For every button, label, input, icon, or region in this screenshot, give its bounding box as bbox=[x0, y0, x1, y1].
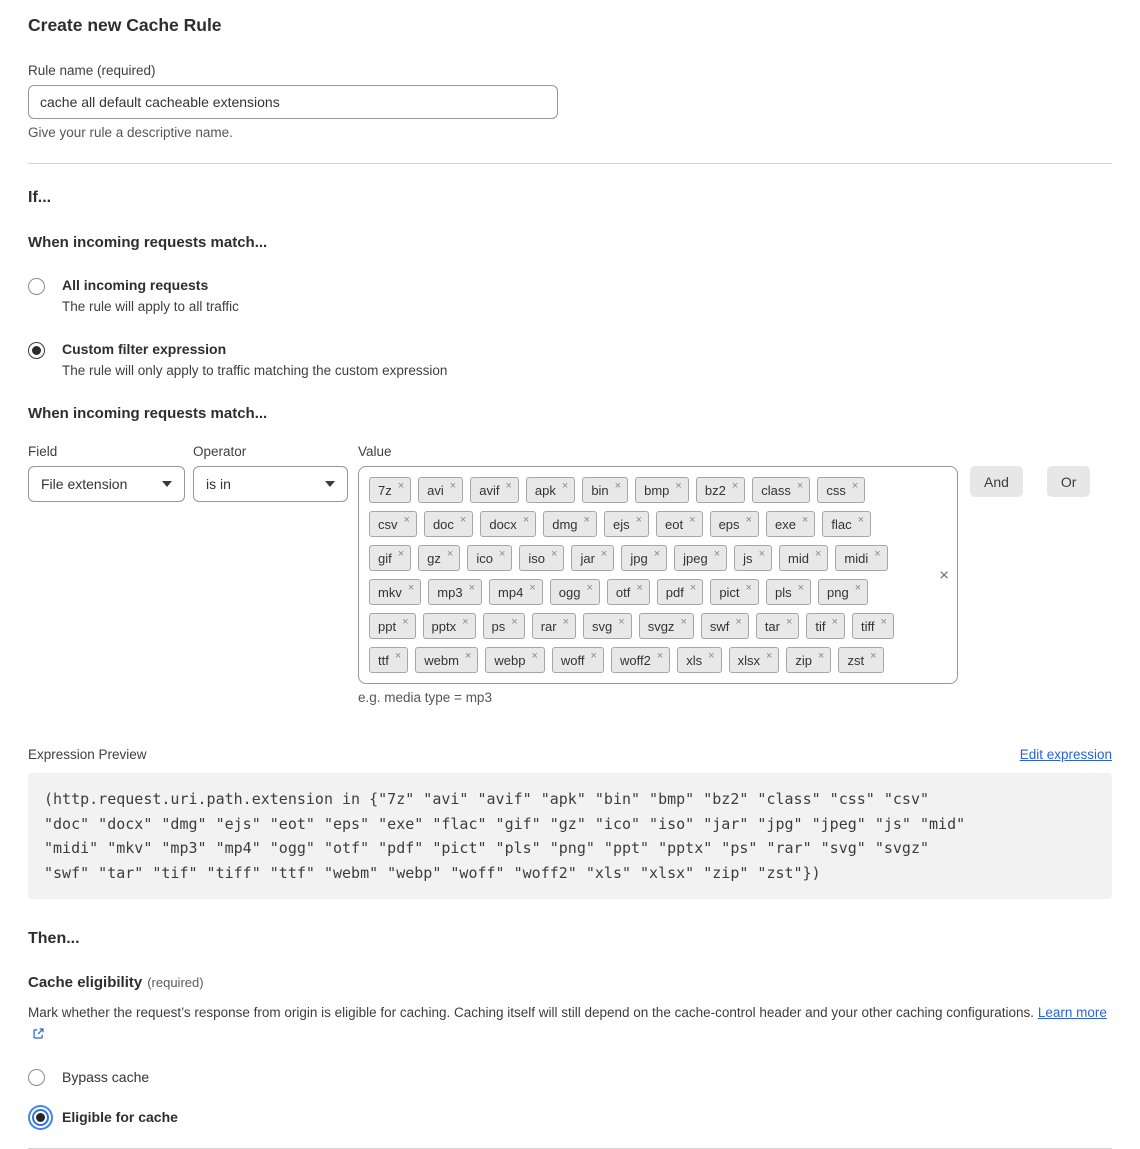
remove-tag-icon[interactable]: × bbox=[407, 582, 415, 594]
expression-line: (http.request.uri.path.extension in {"7z" "avi" "avif" "apk" "bin" "bmp" "bz2" "class" "css" "csv" bbox=[44, 790, 930, 808]
remove-tag-icon[interactable]: × bbox=[680, 616, 687, 628]
expression-line: "midi" "mkv" "mp3" "mp4" "ogg" "otf" "pdf" "pict" "pls" "png" "ppt" "pptx" "ps" "rar" "svg" "svgz" bbox=[44, 839, 930, 857]
value-tag-label: webp bbox=[494, 652, 526, 668]
value-tag-label: jpg bbox=[630, 550, 648, 566]
radio-option-label: Bypass cache bbox=[62, 1069, 150, 1085]
value-tag[interactable] bbox=[543, 511, 597, 537]
external-link-icon bbox=[32, 1027, 45, 1040]
value-tag[interactable] bbox=[519, 545, 564, 571]
remove-tag-icon[interactable]: × bbox=[505, 480, 512, 492]
value-tag-label: jpeg bbox=[683, 550, 708, 566]
value-tag-label: gz bbox=[427, 550, 441, 566]
value-tag-label: jar bbox=[580, 550, 595, 566]
operator-select-value: is in bbox=[206, 476, 231, 492]
value-tag[interactable] bbox=[582, 477, 628, 503]
value-tag-label: ps bbox=[491, 618, 506, 634]
remove-tag-icon[interactable]: × bbox=[857, 514, 865, 526]
value-tag-label: bin bbox=[591, 482, 609, 498]
remove-tag-icon[interactable]: × bbox=[689, 514, 696, 526]
value-tag-label: swf bbox=[709, 618, 730, 634]
remove-tag-icon[interactable]: × bbox=[403, 514, 410, 526]
value-multiselect[interactable] bbox=[358, 466, 958, 684]
value-tag-label: mid bbox=[788, 550, 809, 566]
value-tag-label: pict bbox=[719, 584, 740, 600]
remove-tag-icon[interactable]: × bbox=[851, 480, 859, 492]
value-tag[interactable] bbox=[470, 477, 519, 503]
value-tag[interactable] bbox=[369, 613, 416, 639]
tag-row bbox=[369, 477, 947, 503]
radio-option-all-incoming[interactable] bbox=[28, 277, 1112, 314]
value-tag-label: js bbox=[743, 550, 753, 566]
value-tag-label: doc bbox=[432, 516, 454, 532]
value-tag[interactable] bbox=[621, 545, 667, 571]
remove-tag-icon[interactable]: × bbox=[797, 582, 805, 594]
radio-icon[interactable] bbox=[28, 1069, 45, 1086]
remove-tag-icon[interactable]: × bbox=[529, 582, 536, 594]
value-tag-label: zip bbox=[795, 652, 813, 668]
value-tag[interactable] bbox=[766, 579, 811, 605]
value-tag-label: rar bbox=[540, 618, 557, 634]
remove-tag-icon[interactable]: × bbox=[708, 650, 715, 662]
remove-tag-icon[interactable]: × bbox=[831, 616, 838, 628]
remove-tag-icon[interactable]: × bbox=[590, 650, 597, 662]
value-tag[interactable] bbox=[552, 647, 604, 673]
expression-line: "swf" "tar" "tif" "tiff" "ttf" "webm" "webp" "woff" "woff2" "xls" "xlsx" "zip" "zst"}) bbox=[44, 863, 821, 882]
value-tag[interactable] bbox=[550, 579, 600, 605]
value-tag[interactable] bbox=[677, 647, 721, 673]
value-tag[interactable] bbox=[779, 545, 828, 571]
value-tag[interactable] bbox=[415, 647, 478, 673]
value-tag[interactable] bbox=[635, 477, 689, 503]
value-tag[interactable] bbox=[734, 545, 772, 571]
field-label: Field bbox=[28, 444, 58, 459]
radio-option-eligible-for-cache[interactable] bbox=[28, 1108, 1112, 1126]
cache-eligibility-heading bbox=[28, 974, 1112, 991]
value-tag-label: webm bbox=[424, 652, 459, 668]
chevron-down-icon bbox=[325, 481, 335, 487]
value-tag[interactable] bbox=[424, 511, 473, 537]
value-tag-label: pptx bbox=[431, 618, 457, 634]
value-tag[interactable] bbox=[369, 477, 411, 503]
radio-option-custom-filter[interactable] bbox=[28, 341, 1112, 378]
value-tag[interactable] bbox=[607, 579, 650, 605]
value-tag[interactable] bbox=[838, 647, 883, 673]
page-title: Create new Cache Rule bbox=[28, 15, 222, 35]
value-tag[interactable] bbox=[756, 613, 800, 639]
matcher-row bbox=[28, 444, 1112, 705]
value-tag[interactable] bbox=[710, 511, 759, 537]
tag-row bbox=[369, 511, 947, 537]
value-tag-label: 7z bbox=[378, 482, 392, 498]
learn-more-link[interactable]: Learn more bbox=[1037, 1005, 1107, 1020]
value-tag[interactable] bbox=[657, 579, 704, 605]
remove-tag-icon[interactable]: × bbox=[675, 480, 682, 492]
value-tag-label: ttf bbox=[378, 652, 389, 668]
value-tag[interactable] bbox=[822, 511, 871, 537]
value-tag-rows bbox=[369, 477, 947, 673]
remove-tag-icon[interactable]: × bbox=[562, 616, 570, 628]
remove-tag-icon[interactable]: × bbox=[561, 480, 569, 492]
cache-eligibility-title: Cache eligibility bbox=[28, 974, 143, 991]
value-tag-label: iso bbox=[528, 550, 546, 566]
value-tag-label: tif bbox=[815, 618, 826, 634]
value-tag-label: mp4 bbox=[498, 584, 524, 600]
then-heading: Then... bbox=[28, 930, 80, 947]
value-tag[interactable] bbox=[729, 647, 780, 673]
remove-tag-icon[interactable]: × bbox=[796, 480, 804, 492]
remove-tag-icon[interactable]: × bbox=[785, 616, 793, 628]
remove-tag-icon[interactable]: × bbox=[468, 582, 476, 594]
value-tag-label: mkv bbox=[378, 584, 402, 600]
remove-tag-icon[interactable]: × bbox=[801, 514, 809, 526]
tag-row bbox=[369, 579, 947, 605]
value-tag-label: apk bbox=[534, 482, 556, 498]
request-match-radio-group bbox=[28, 277, 1112, 378]
value-tag[interactable] bbox=[480, 511, 536, 537]
remove-tag-icon[interactable]: × bbox=[522, 514, 530, 526]
radio-option-label: All incoming requests bbox=[62, 277, 209, 293]
remove-tag-icon[interactable]: × bbox=[765, 650, 773, 662]
andor-buttons bbox=[970, 466, 1090, 497]
value-tag[interactable] bbox=[571, 545, 614, 571]
value-tag[interactable] bbox=[786, 647, 831, 673]
value-tag-label: avif bbox=[479, 482, 500, 498]
radio-icon-selected[interactable] bbox=[32, 1109, 49, 1126]
value-tag-label: otf bbox=[615, 584, 631, 600]
remove-tag-icon[interactable]: × bbox=[531, 650, 538, 662]
value-tag-label: css bbox=[826, 482, 846, 498]
expression-line: "doc" "docx" "dmg" "ejs" "eot" "eps" "exe" "flac" "gif" "gz" "ico" "iso" "jar" "jpg" "jpeg" "js" "mid" bbox=[44, 814, 966, 833]
value-tag[interactable] bbox=[835, 545, 887, 571]
value-tag-label: png bbox=[827, 584, 849, 600]
value-tag-label: woff2 bbox=[619, 652, 651, 668]
value-tag-label: ejs bbox=[612, 516, 630, 532]
value-tag[interactable] bbox=[806, 613, 845, 639]
value-help: e.g. media type = mp3 bbox=[358, 690, 492, 705]
value-tag[interactable] bbox=[752, 477, 810, 503]
value-tag[interactable] bbox=[485, 647, 545, 673]
if-heading: If... bbox=[28, 189, 52, 206]
value-tag[interactable] bbox=[483, 613, 525, 639]
value-tag-label: ogg bbox=[558, 584, 581, 600]
remove-tag-icon[interactable]: × bbox=[583, 514, 590, 526]
operator-select[interactable] bbox=[193, 466, 348, 502]
value-tag[interactable] bbox=[611, 647, 670, 673]
value-tag-label: zst bbox=[847, 652, 865, 668]
value-tag-label: docx bbox=[489, 516, 517, 532]
radio-dot bbox=[36, 1113, 45, 1122]
value-tag-label: midi bbox=[844, 550, 869, 566]
value-tag[interactable] bbox=[639, 613, 694, 639]
value-label: Value bbox=[358, 444, 392, 459]
value-tag[interactable] bbox=[817, 477, 865, 503]
rule-name-help: Give your rule a descriptive name. bbox=[28, 125, 233, 140]
value-tag-label: tiff bbox=[860, 618, 875, 634]
remove-tag-icon[interactable]: × bbox=[586, 582, 593, 594]
value-tag-label: xlsx bbox=[737, 652, 760, 668]
value-tag-label: tar bbox=[764, 618, 780, 634]
radio-option-bypass-cache[interactable] bbox=[28, 1068, 1112, 1086]
remove-tag-icon[interactable]: × bbox=[498, 548, 506, 560]
value-tag[interactable] bbox=[766, 511, 815, 537]
remove-tag-icon[interactable]: × bbox=[656, 650, 664, 662]
value-tag[interactable] bbox=[428, 579, 482, 605]
value-tag[interactable] bbox=[696, 477, 745, 503]
value-tag[interactable] bbox=[369, 511, 417, 537]
required-badge: (required) bbox=[147, 975, 204, 990]
operator-label: Operator bbox=[193, 444, 247, 459]
section-divider bbox=[28, 163, 1112, 164]
remove-tag-icon[interactable]: × bbox=[635, 514, 643, 526]
value-tag-label: bmp bbox=[644, 482, 670, 498]
remove-tag-icon[interactable]: × bbox=[689, 582, 697, 594]
or-button[interactable]: Or bbox=[1047, 466, 1091, 497]
value-tag[interactable] bbox=[489, 579, 543, 605]
value-tag[interactable] bbox=[818, 579, 868, 605]
value-tag-label: csv bbox=[378, 516, 398, 532]
value-tag-label: eps bbox=[718, 516, 740, 532]
value-tag-label: class bbox=[761, 482, 791, 498]
matcher-heading: When incoming requests match... bbox=[28, 405, 268, 422]
remove-tag-icon[interactable]: × bbox=[614, 480, 622, 492]
radio-icon[interactable] bbox=[28, 278, 45, 295]
remove-tag-icon[interactable]: × bbox=[731, 480, 739, 492]
value-tag[interactable] bbox=[532, 613, 576, 639]
remove-tag-icon[interactable]: × bbox=[745, 582, 752, 594]
clear-value-icon[interactable]: × bbox=[939, 565, 949, 585]
remove-tag-icon[interactable]: × bbox=[449, 480, 457, 492]
remove-tag-icon[interactable]: × bbox=[880, 616, 887, 628]
tag-row bbox=[369, 545, 947, 571]
edit-expression-link[interactable]: Edit expression bbox=[1019, 747, 1112, 762]
expression-preview-label: Expression Preview bbox=[28, 747, 147, 762]
description-text: Mark whether the request’s response from origin is eligible for caching. Caching itself will still depend on the cache-control header and your other caching configurations. bbox=[28, 1005, 1038, 1020]
remove-tag-icon[interactable]: × bbox=[618, 616, 625, 628]
remove-tag-icon[interactable]: × bbox=[636, 582, 643, 594]
cache-eligibility-radio-group bbox=[28, 1068, 1112, 1126]
value-tag-label: ppt bbox=[378, 618, 397, 634]
incoming-requests-subheading: When incoming requests match... bbox=[28, 234, 268, 251]
value-tag[interactable] bbox=[656, 511, 703, 537]
remove-tag-icon[interactable]: × bbox=[459, 514, 467, 526]
and-button[interactable]: And bbox=[970, 466, 1023, 497]
rule-name-input[interactable] bbox=[28, 85, 558, 119]
field-select-value: File extension bbox=[41, 476, 128, 492]
remove-tag-icon[interactable]: × bbox=[758, 548, 765, 560]
remove-tag-icon[interactable]: × bbox=[653, 548, 661, 560]
radio-icon-selected[interactable] bbox=[28, 342, 45, 359]
remove-tag-icon[interactable]: × bbox=[511, 616, 518, 628]
remove-tag-icon[interactable]: × bbox=[397, 548, 405, 560]
value-tag[interactable] bbox=[418, 477, 463, 503]
value-tag[interactable] bbox=[418, 545, 460, 571]
remove-tag-icon[interactable]: × bbox=[874, 548, 881, 560]
field-select[interactable] bbox=[28, 466, 185, 502]
remove-tag-icon[interactable]: × bbox=[402, 616, 409, 628]
value-tag-label: dmg bbox=[552, 516, 578, 532]
value-tag-label: pls bbox=[774, 584, 792, 600]
tag-row bbox=[369, 613, 947, 639]
value-tag-label: ico bbox=[476, 550, 493, 566]
cache-eligibility-description bbox=[28, 1002, 1112, 1044]
remove-tag-icon[interactable]: × bbox=[446, 548, 454, 560]
value-tag-label: eot bbox=[665, 516, 684, 532]
remove-tag-icon[interactable]: × bbox=[713, 548, 721, 560]
remove-tag-icon[interactable]: × bbox=[551, 548, 558, 560]
value-tag[interactable] bbox=[369, 647, 408, 673]
value-tag-label: svg bbox=[592, 618, 613, 634]
rule-name-label: Rule name (required) bbox=[28, 63, 156, 78]
remove-tag-icon[interactable]: × bbox=[394, 650, 402, 662]
value-tag[interactable] bbox=[369, 579, 421, 605]
value-tag[interactable] bbox=[369, 545, 411, 571]
value-tag[interactable] bbox=[604, 511, 649, 537]
value-tag[interactable] bbox=[583, 613, 632, 639]
value-tag[interactable] bbox=[467, 545, 512, 571]
value-tag-label: mp3 bbox=[437, 584, 463, 600]
radio-dot bbox=[32, 346, 41, 355]
value-tag-label: avi bbox=[427, 482, 444, 498]
value-tag-label: pdf bbox=[665, 584, 684, 600]
value-tag-label: svgz bbox=[647, 618, 675, 634]
value-tag[interactable] bbox=[710, 579, 759, 605]
expression-preview-code bbox=[28, 773, 1112, 899]
value-tag[interactable] bbox=[526, 477, 575, 503]
remove-tag-icon[interactable]: × bbox=[854, 582, 862, 594]
expression-header bbox=[28, 747, 1112, 762]
radio-option-description: The rule will only apply to traffic matching the custom expression bbox=[62, 363, 448, 378]
value-tag[interactable] bbox=[701, 613, 749, 639]
remove-tag-icon[interactable]: × bbox=[814, 548, 822, 560]
value-tag[interactable] bbox=[423, 613, 476, 639]
remove-tag-icon[interactable]: × bbox=[600, 548, 608, 560]
remove-tag-icon[interactable]: × bbox=[735, 616, 742, 628]
tag-row bbox=[369, 647, 947, 673]
value-tag-label: exe bbox=[774, 516, 796, 532]
remove-tag-icon[interactable]: × bbox=[818, 650, 825, 662]
value-tag-label: xls bbox=[686, 652, 703, 668]
chevron-down-icon bbox=[162, 481, 172, 487]
value-tag[interactable] bbox=[852, 613, 894, 639]
value-tag[interactable] bbox=[674, 545, 727, 571]
remove-tag-icon[interactable]: × bbox=[745, 514, 752, 526]
value-tag-label: flac bbox=[831, 516, 852, 532]
remove-tag-icon[interactable]: × bbox=[464, 650, 472, 662]
radio-option-label: Eligible for cache bbox=[62, 1109, 178, 1125]
radio-option-label: Custom filter expression bbox=[62, 341, 227, 357]
value-tag-label: woff bbox=[560, 652, 585, 668]
remove-tag-icon[interactable]: × bbox=[462, 616, 469, 628]
radio-option-description: The rule will apply to all traffic bbox=[62, 299, 239, 314]
remove-tag-icon[interactable]: × bbox=[870, 650, 877, 662]
value-tag-label: gif bbox=[378, 550, 392, 566]
remove-tag-icon[interactable]: × bbox=[397, 480, 405, 492]
value-tag-label: bz2 bbox=[704, 482, 726, 498]
